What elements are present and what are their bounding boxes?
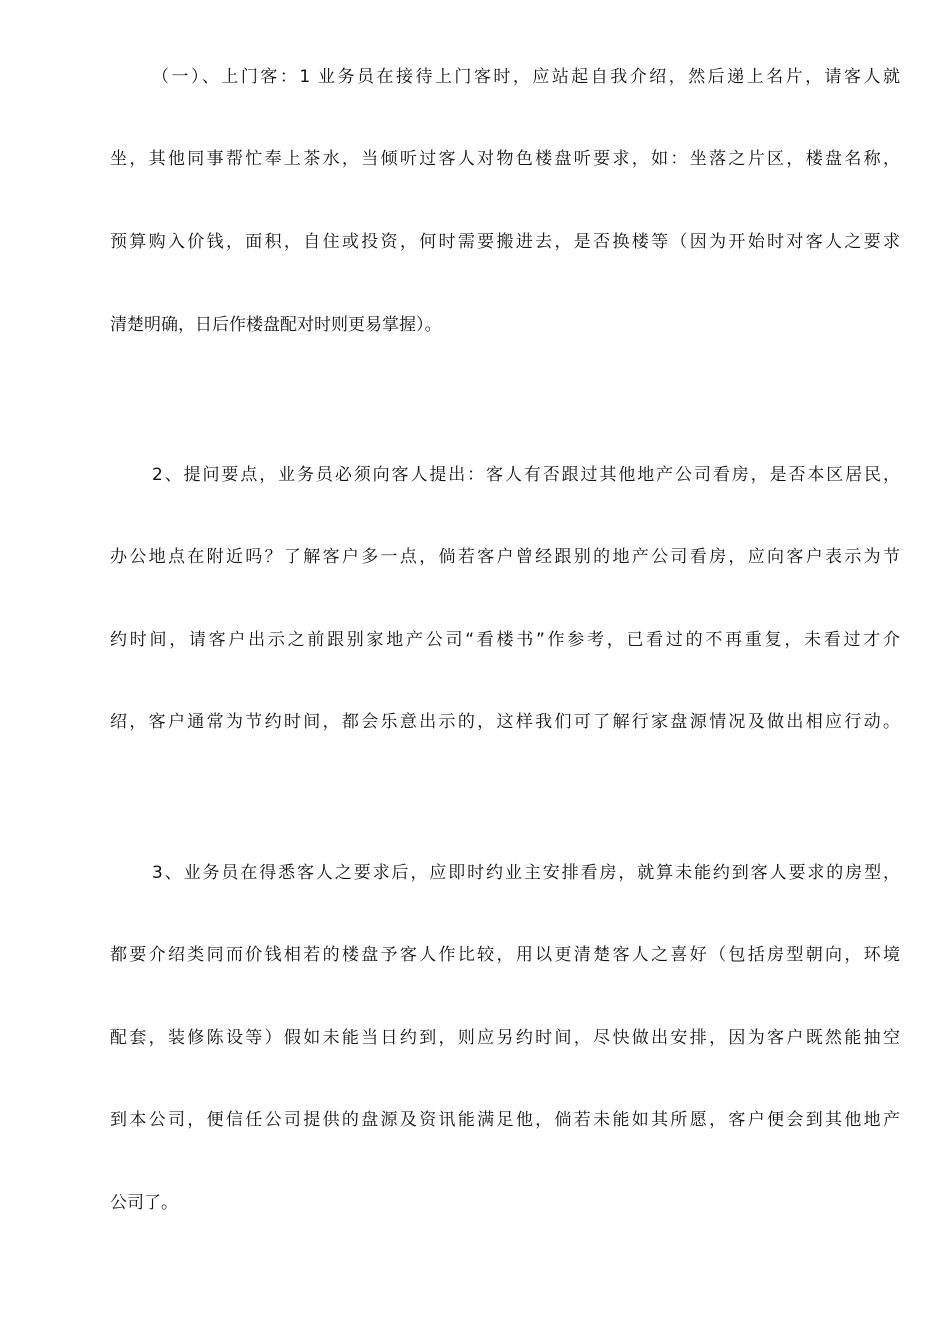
paragraph-1-line-1: （一）、上门客：1 业务员在接待上门客时，应站起自我介绍，然后递上名片，请客人就 — [152, 67, 900, 87]
paragraph-1-line-4: 清楚明确，日后作楼盘配对时则更易掌握）。 — [110, 315, 442, 335]
paragraph-3-line-2: 都要介绍类同而价钱相若的楼盘予客人作比较，用以更清楚客人之喜好（包括房型朝向，环境 — [110, 945, 900, 965]
paragraph-3-line-1: 3、业务员在得悉客人之要求后，应即时约业主安排看房，就算未能约到客人要求的房型， — [152, 863, 900, 883]
paragraph-1-line-2: 坐，其他同事帮忙奉上茶水，当倾听过客人对物色楼盘听要求，如：坐落之片区，楼盘名称， — [110, 149, 900, 169]
paragraph-1-line-3: 预算购入价钱，面积，自住或投资，何时需要搬进去，是否换楼等（因为开始时对客人之要求 — [110, 232, 900, 252]
paragraph-3-line-4: 到本公司，便信任公司提供的盘源及资讯能满足他，倘若未能如其所愿，客户便会到其他地产 — [110, 1110, 900, 1130]
paragraph-2-line-3: 约时间，请客户出示之前跟别家地产公司“看楼书”作参考，已看过的不再重复，未看过才介 — [110, 630, 900, 650]
paragraph-2-line-4: 绍，客户通常为节约时间，都会乐意出示的，这样我们可了解行家盘源情况及做出相应行动。 — [110, 712, 900, 732]
paragraph-3-line-3: 配套，装修陈设等）假如未能当日约到，则应另约时间，尽快做出安排，因为客户既然能抽空 — [110, 1028, 900, 1048]
paragraph-3-line-5: 公司了。 — [110, 1193, 178, 1213]
paragraph-2-line-1: 2、提问要点，业务员必须向客人提出：客人有否跟过其他地产公司看房，是否本区居民， — [152, 465, 900, 485]
paragraph-2-line-2: 办公地点在附近吗？了解客户多一点，倘若客户曾经跟别的地产公司看房，应向客户表示为节 — [110, 547, 900, 567]
